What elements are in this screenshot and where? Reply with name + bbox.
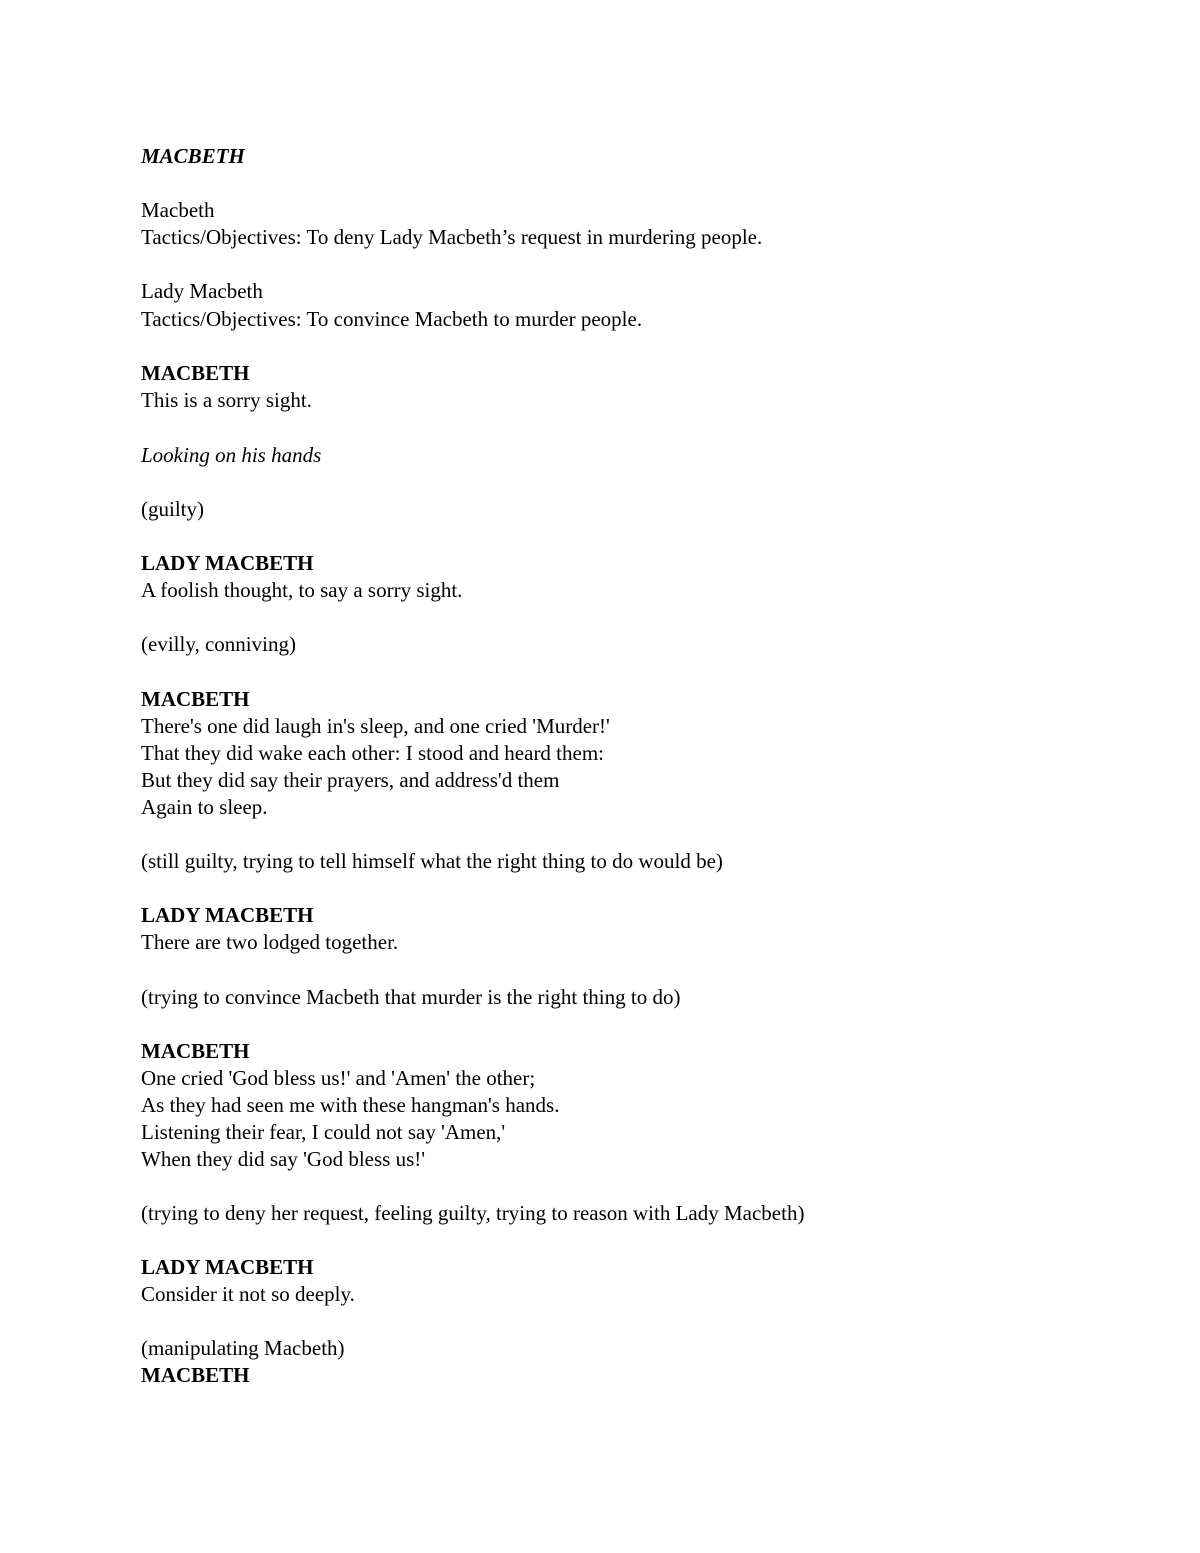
dialogue-line: One cried 'God bless us!' and 'Amen' the other; [141,1066,536,1090]
dialogue-line: Consider it not so deeply. [141,1282,355,1306]
character-name-macbeth: Macbeth [141,198,215,222]
dialogue-line: This is a sorry sight. [141,388,312,412]
document-title: MACBETH [141,144,245,168]
dialogue-line: That they did wake each other: I stood and heard them: [141,741,605,765]
dialogue-line: But they did say their prayers, and address'd them [141,768,560,792]
character-objective-macbeth: Tactics/Objectives: To deny Lady Macbeth’s request in murdering people. [141,225,763,249]
acting-note: (manipulating Macbeth) [141,1336,345,1360]
dialogue-line: A foolish thought, to say a sorry sight. [141,578,463,602]
speaker-name: MACBETH [141,1363,250,1387]
dialogue-line: When they did say 'God bless us!' [141,1147,426,1171]
acting-note: (trying to convince Macbeth that murder is the right thing to do) [141,985,681,1009]
acting-note: (still guilty, trying to tell himself what the right thing to do would be) [141,849,723,873]
dialogue-line: There's one did laugh in's sleep, and one cried 'Murder!' [141,714,610,738]
dialogue-line: Again to sleep. [141,795,268,819]
speaker-name: LADY MACBETH [141,1255,314,1279]
stage-direction: Looking on his hands [141,443,322,467]
speaker-name: MACBETH [141,361,250,385]
dialogue-line: Listening their fear, I could not say 'Amen,' [141,1120,506,1144]
speaker-name: LADY MACBETH [141,903,314,927]
dialogue-line: There are two lodged together. [141,930,399,954]
speaker-name: MACBETH [141,1039,250,1063]
speaker-name: MACBETH [141,687,250,711]
acting-note: (evilly, conniving) [141,632,296,656]
dialogue-line: As they had seen me with these hangman's hands. [141,1093,560,1117]
character-objective-lady-macbeth: Tactics/Objectives: To convince Macbeth to murder people. [141,307,643,331]
speaker-name: LADY MACBETH [141,551,314,575]
acting-note: (trying to deny her request, feeling guilty, trying to reason with Lady Macbeth) [141,1201,805,1225]
acting-note: (guilty) [141,497,204,521]
character-name-lady-macbeth: Lady Macbeth [141,279,263,303]
